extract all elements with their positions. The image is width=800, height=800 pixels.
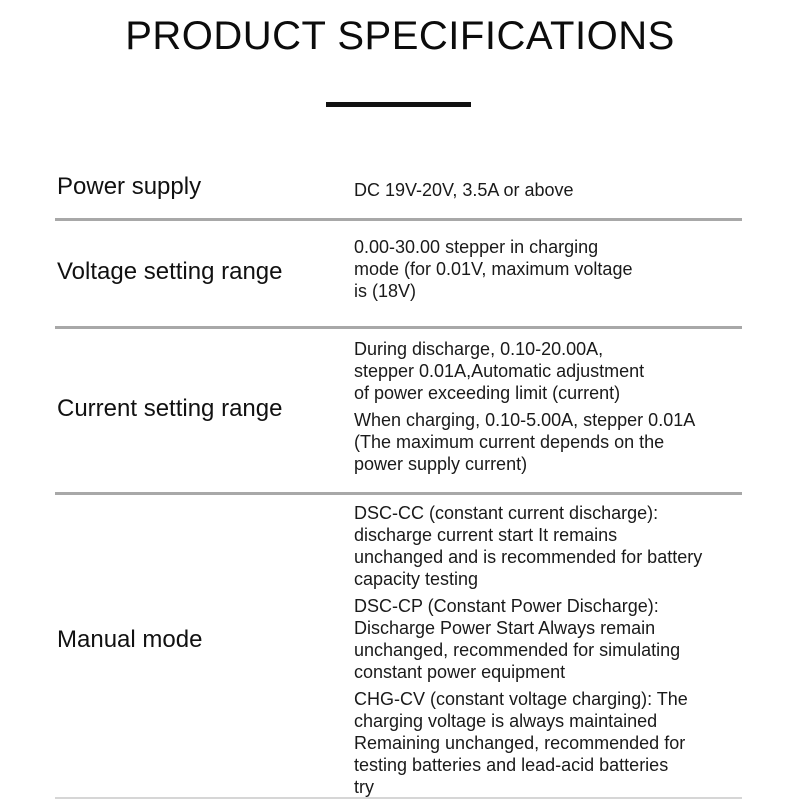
spec-line: DSC-CP (Constant Power Discharge):: [354, 596, 659, 616]
spec-line: mode (for 0.01V, maximum voltage: [354, 259, 633, 279]
spec-line: When charging, 0.10-5.00A, stepper 0.01A: [354, 410, 696, 430]
spec-line: CHG-CV (constant voltage charging): The: [354, 689, 688, 709]
spec-line: try: [354, 777, 374, 797]
row-divider: [55, 326, 742, 329]
spec-line: capacity testing: [354, 569, 479, 589]
spec-line: DSC-CC (constant current discharge):: [354, 503, 659, 523]
spec-line: constant power equipment: [354, 662, 566, 682]
spec-line: 0.00-30.00 stepper in charging: [354, 237, 599, 257]
spec-paragraph: [354, 179, 574, 201]
spec-line: of power exceeding limit (current): [354, 383, 621, 403]
spec-paragraph: [354, 236, 632, 302]
spec-line: discharge current start It remains: [354, 525, 618, 545]
spec-line: unchanged and is recommended for battery: [354, 547, 703, 567]
spec-line: testing batteries and lead-acid batteries: [354, 755, 669, 775]
spec-line: During discharge, 0.10-20.00A,: [354, 339, 604, 359]
spec-line: stepper 0.01A,Automatic adjustment: [354, 361, 645, 381]
spec-paragraph-dsc-cp: [354, 595, 702, 683]
row-divider: [55, 492, 742, 495]
spec-line: is (18V): [354, 281, 417, 301]
spec-value-manual-mode: [354, 502, 702, 798]
spec-line: charging voltage is always maintained: [354, 711, 658, 731]
spec-line: power supply current): [354, 454, 528, 474]
title-underline: [326, 102, 471, 107]
spec-label-voltage-setting-range: Voltage setting range: [57, 258, 283, 285]
spec-line: DC 19V-20V, 3.5A or above: [354, 180, 574, 200]
spec-paragraph: [354, 409, 695, 475]
spec-line: (The maximum current depends on the: [354, 432, 665, 452]
bottom-divider: [55, 797, 742, 799]
spec-paragraph-dsc-cc: [354, 502, 702, 590]
spec-line: Discharge Power Start Always remain: [354, 618, 656, 638]
spec-label-manual-mode: Manual mode: [57, 626, 203, 653]
row-divider: [55, 218, 742, 221]
spec-label-power-supply: Power supply: [57, 173, 202, 200]
spec-value-voltage-setting-range: [354, 236, 632, 302]
page-title: PRODUCT SPECIFICATIONS: [125, 14, 675, 58]
spec-line: Remaining unchanged, recommended for: [354, 733, 686, 753]
spec-value-power-supply: [354, 179, 574, 201]
spec-label-current-setting-range: Current setting range: [57, 395, 283, 422]
spec-paragraph: [354, 338, 695, 404]
spec-line: unchanged, recommended for simulating: [354, 640, 681, 660]
spec-value-current-setting-range: [354, 338, 695, 475]
spec-paragraph-chg-cv: [354, 688, 702, 798]
